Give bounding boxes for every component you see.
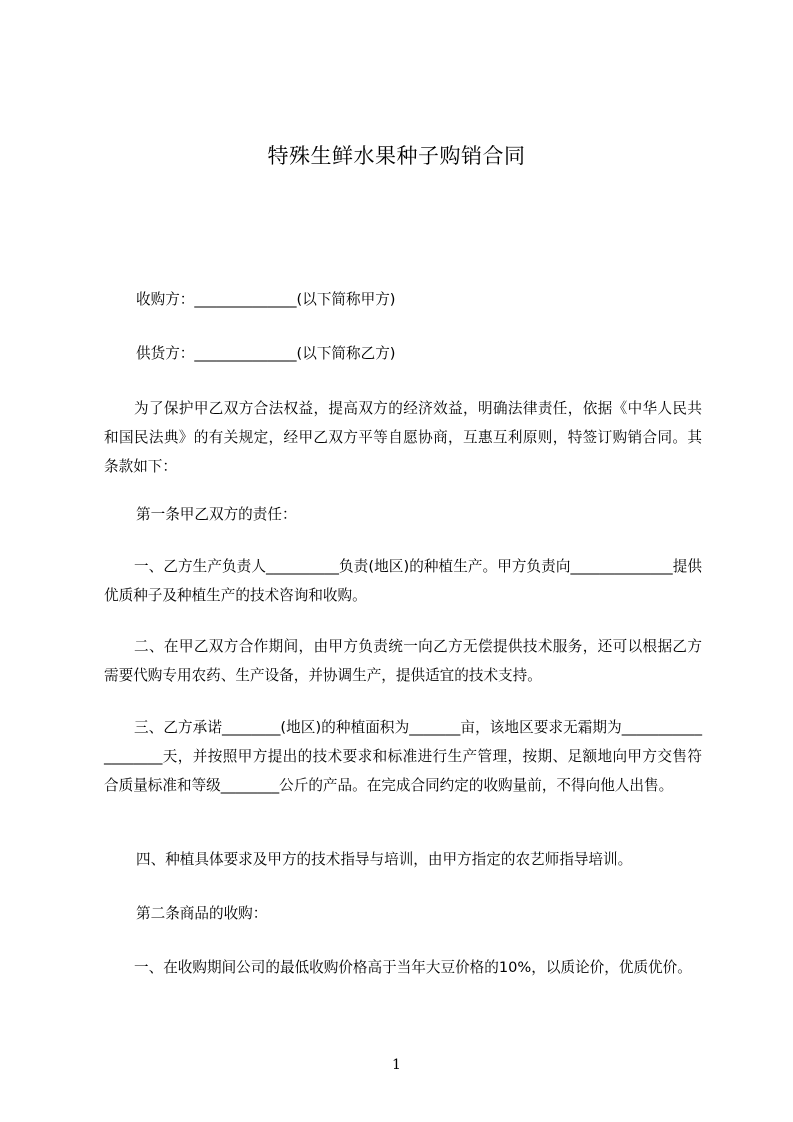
page-number: 1 [392,1057,401,1073]
supplier-line: 供货方：______________(以下简称乙方) [136,345,396,362]
article2-item1: 一、在收购期间公司的最低收购价格高于当年大豆价格的10%，以质论价，优质优价。 [134,959,692,976]
article1-item2: 二、在甲乙双方合作期间，由甲方负责统一向乙方无偿提供技术服务，还可以根据乙方需要代购专用农药、生产设备，并协调生产，提供适宜的技术支持。 [104,638,702,684]
article1-item3: 三、乙方承诺________(地区)的种植面积为_______亩，该地区要求无霜期为___________________天，并按照甲方提出的技术要求和标准进行生产管理，按期、足额地向甲方交售符合质量标准和等级________公斤的产品。在完成合同约定的收购量前，不得向他人出售。 [104,719,702,794]
preamble-paragraph: 为了保护甲乙双方合法权益，提高双方的经济效益，明确法律责任，依据《中华人民共和国民法典》的有关规定，经甲乙双方平等自愿协商，互惠互利原则，特签订购销合同。其条款如下： [104,400,702,475]
document-title: 特殊生鲜水果种子购销合同 [267,144,526,168]
article1-item4: 四、种植具体要求及甲方的技术指导与培训，由甲方指定的农艺师指导培训。 [136,851,633,868]
article1-item1: 一、乙方生产负责人__________负责(地区)的种植生产。甲方负责向______________提供优质种子及种植生产的技术咨询和收购。 [104,558,702,604]
article1-heading: 第一条甲乙双方的责任： [136,506,297,523]
article2-heading: 第二条商品的收购： [136,905,268,922]
buyer-line: 收购方：______________(以下简称甲方) [136,291,396,308]
